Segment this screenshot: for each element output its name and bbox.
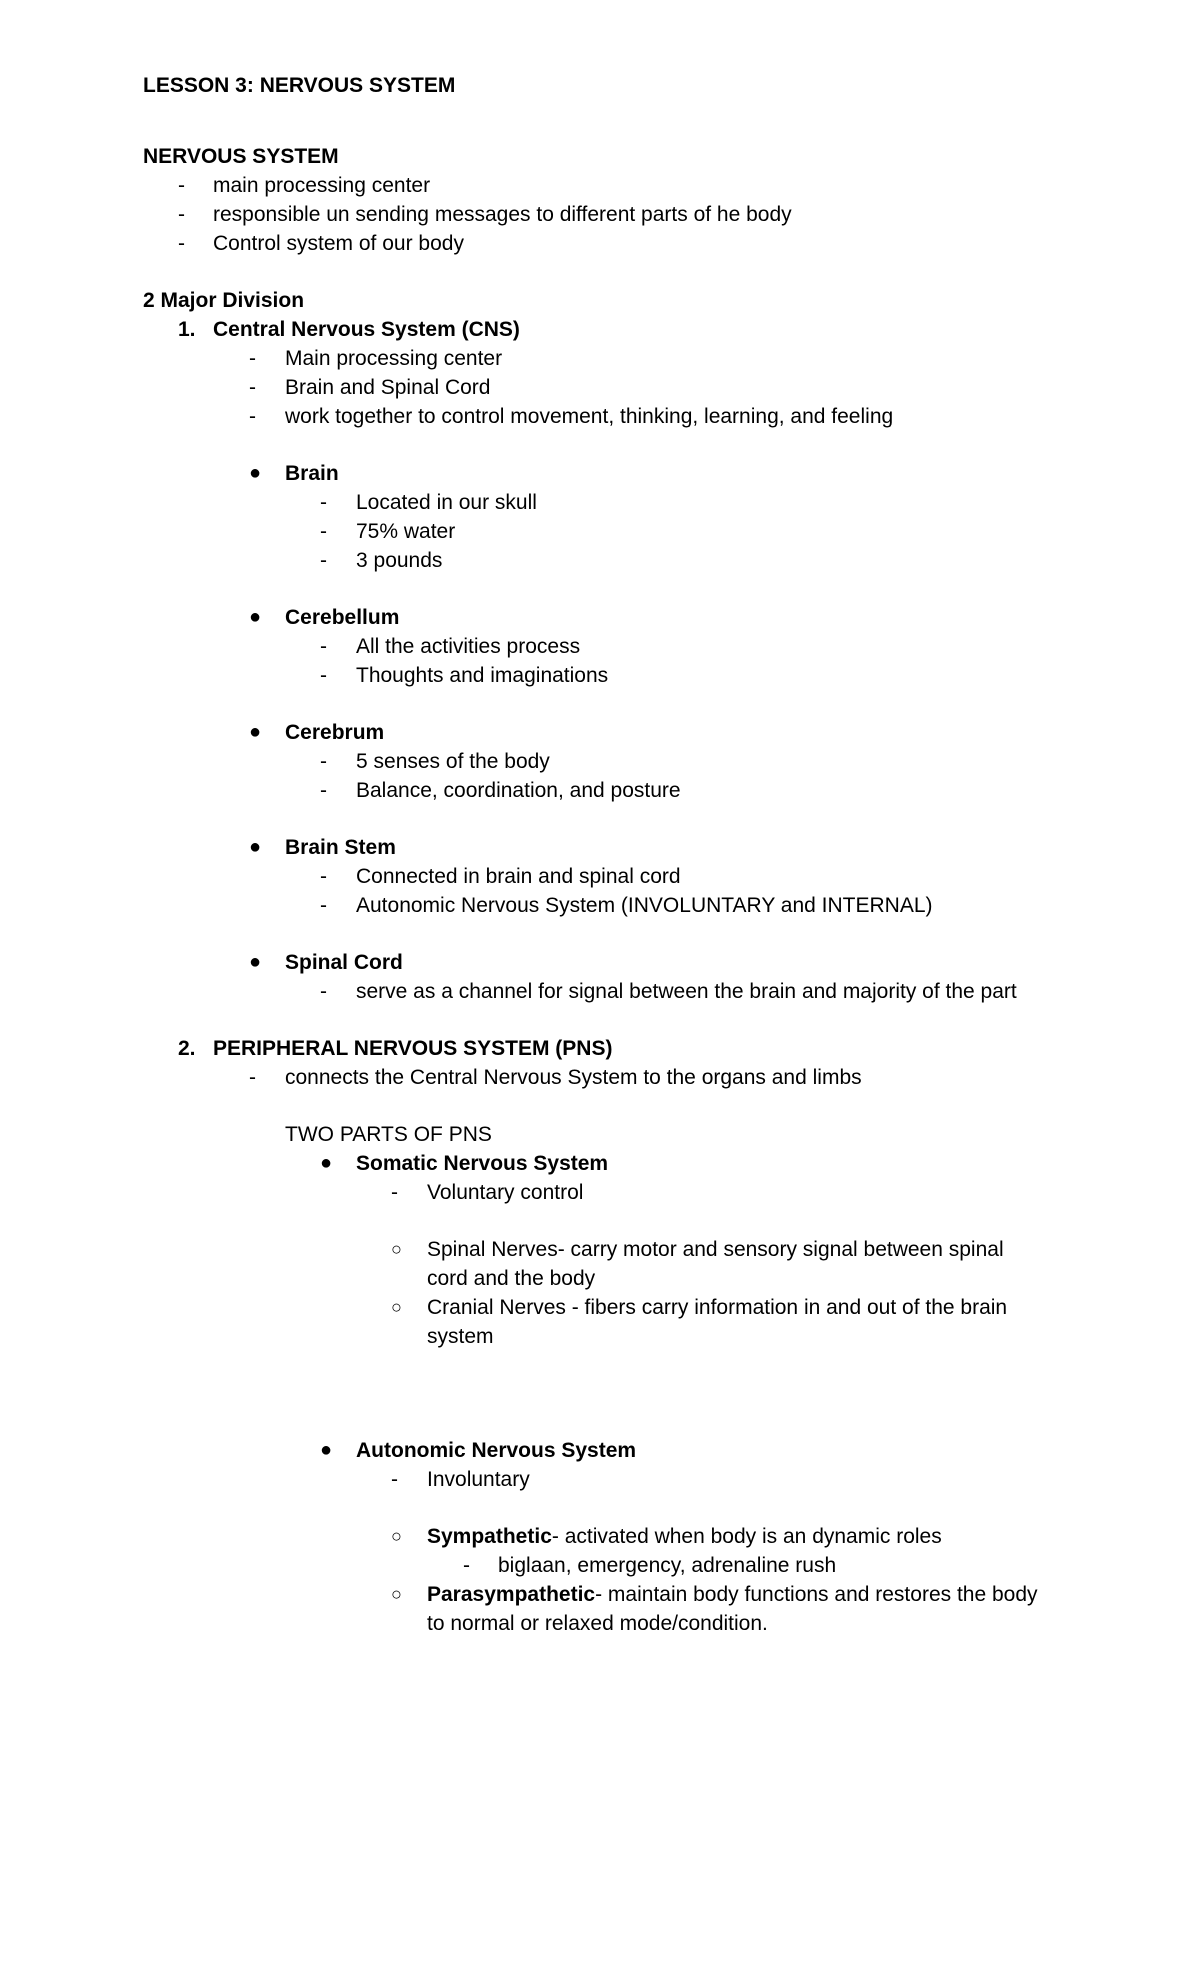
circle-marker: ○: [391, 1297, 402, 1317]
circle-marker: ○: [391, 1239, 402, 1259]
dash-marker: -: [249, 376, 256, 399]
list-number: 1.: [178, 318, 196, 341]
bullet-marker: ●: [320, 1152, 333, 1174]
bullet-marker: ●: [320, 1439, 333, 1461]
dash-marker: -: [178, 203, 185, 226]
list-item: [427, 1580, 1038, 1609]
circle-marker: ○: [391, 1526, 402, 1546]
bullet-marker: ●: [249, 462, 262, 484]
term-bold: Parasympathetic: [427, 1583, 596, 1606]
dash-marker: -: [320, 750, 327, 773]
dash-marker: -: [320, 635, 327, 658]
list-item: Cranial Nerves - fibers carry information in and out of the brain: [427, 1296, 1008, 1319]
dash-marker: -: [320, 980, 327, 1003]
section-heading: NERVOUS SYSTEM: [143, 145, 339, 168]
list-item-continuation: cord and the body: [427, 1267, 596, 1290]
list-item: 3 pounds: [356, 549, 443, 572]
dash-marker: -: [320, 491, 327, 514]
list-item: responsible un sending messages to different parts of he body: [213, 203, 792, 226]
dash-marker: -: [249, 405, 256, 428]
dash-marker: -: [320, 865, 327, 888]
part-title: Cerebrum: [285, 721, 385, 744]
list-item: 5 senses of the body: [356, 750, 550, 773]
list-item: work together to control movement, thinking, learning, and feeling: [285, 405, 894, 428]
list-item-continuation: to normal or relaxed mode/condition.: [427, 1612, 768, 1635]
list-item: connects the Central Nervous System to the organs and limbs: [285, 1066, 862, 1089]
bullet-marker: ●: [249, 836, 262, 858]
bullet-marker: ●: [249, 606, 262, 628]
list-item: Thoughts and imaginations: [356, 664, 609, 687]
dash-marker: -: [463, 1554, 470, 1577]
dash-marker: -: [320, 549, 327, 572]
dash-marker: -: [320, 779, 327, 802]
bullet-marker: ●: [249, 721, 262, 743]
section-heading: 2 Major Division: [143, 289, 305, 312]
dash-marker: -: [320, 894, 327, 917]
pns-title: PERIPHERAL NERVOUS SYSTEM (PNS): [213, 1037, 613, 1060]
list-number: 2.: [178, 1037, 196, 1060]
dash-marker: -: [249, 347, 256, 370]
part-title: Spinal Cord: [285, 951, 403, 974]
dash-marker: -: [178, 232, 185, 255]
list-item: 75% water: [356, 520, 456, 543]
list-item: Main processing center: [285, 347, 503, 370]
list-item: All the activities process: [356, 635, 581, 658]
list-item: serve as a channel for signal between the brain and majority of the part: [356, 980, 1017, 1003]
part-title: Cerebellum: [285, 606, 400, 629]
term-definition: - maintain body functions and restores the body: [595, 1583, 1038, 1606]
list-item: [427, 1522, 942, 1551]
list-item: Autonomic Nervous System (INVOLUNTARY and INTERNAL): [356, 894, 933, 917]
term-definition: - activated when body is an dynamic roles: [551, 1525, 942, 1548]
term-bold: Sympathetic: [427, 1525, 552, 1548]
list-item: Voluntary control: [427, 1181, 584, 1204]
list-item: Balance, coordination, and posture: [356, 779, 681, 802]
list-item: Involuntary: [427, 1468, 530, 1491]
part-title: Autonomic Nervous System: [356, 1439, 637, 1462]
dash-marker: -: [320, 520, 327, 543]
dash-marker: -: [391, 1468, 398, 1491]
list-item-continuation: system: [427, 1325, 494, 1348]
pns-parts-heading: TWO PARTS OF PNS: [285, 1123, 492, 1146]
list-item: main processing center: [213, 174, 431, 197]
lesson-title: LESSON 3: NERVOUS SYSTEM: [143, 74, 456, 97]
dash-marker: -: [249, 1066, 256, 1089]
list-item: Connected in brain and spinal cord: [356, 865, 681, 888]
dash-marker: -: [178, 174, 185, 197]
list-item: Brain and Spinal Cord: [285, 376, 491, 399]
cns-title: Central Nervous System (CNS): [213, 318, 520, 341]
dash-marker: -: [320, 664, 327, 687]
list-item: Located in our skull: [356, 491, 537, 514]
bullet-marker: ●: [249, 951, 262, 973]
list-item: biglaan, emergency, adrenaline rush: [498, 1554, 837, 1577]
part-title: Somatic Nervous System: [356, 1152, 609, 1175]
list-item: Spinal Nerves- carry motor and sensory signal between spinal: [427, 1238, 1004, 1261]
circle-marker: ○: [391, 1584, 402, 1604]
part-title: Brain: [285, 462, 339, 485]
list-item: Control system of our body: [213, 232, 464, 255]
dash-marker: -: [391, 1181, 398, 1204]
part-title: Brain Stem: [285, 836, 396, 859]
